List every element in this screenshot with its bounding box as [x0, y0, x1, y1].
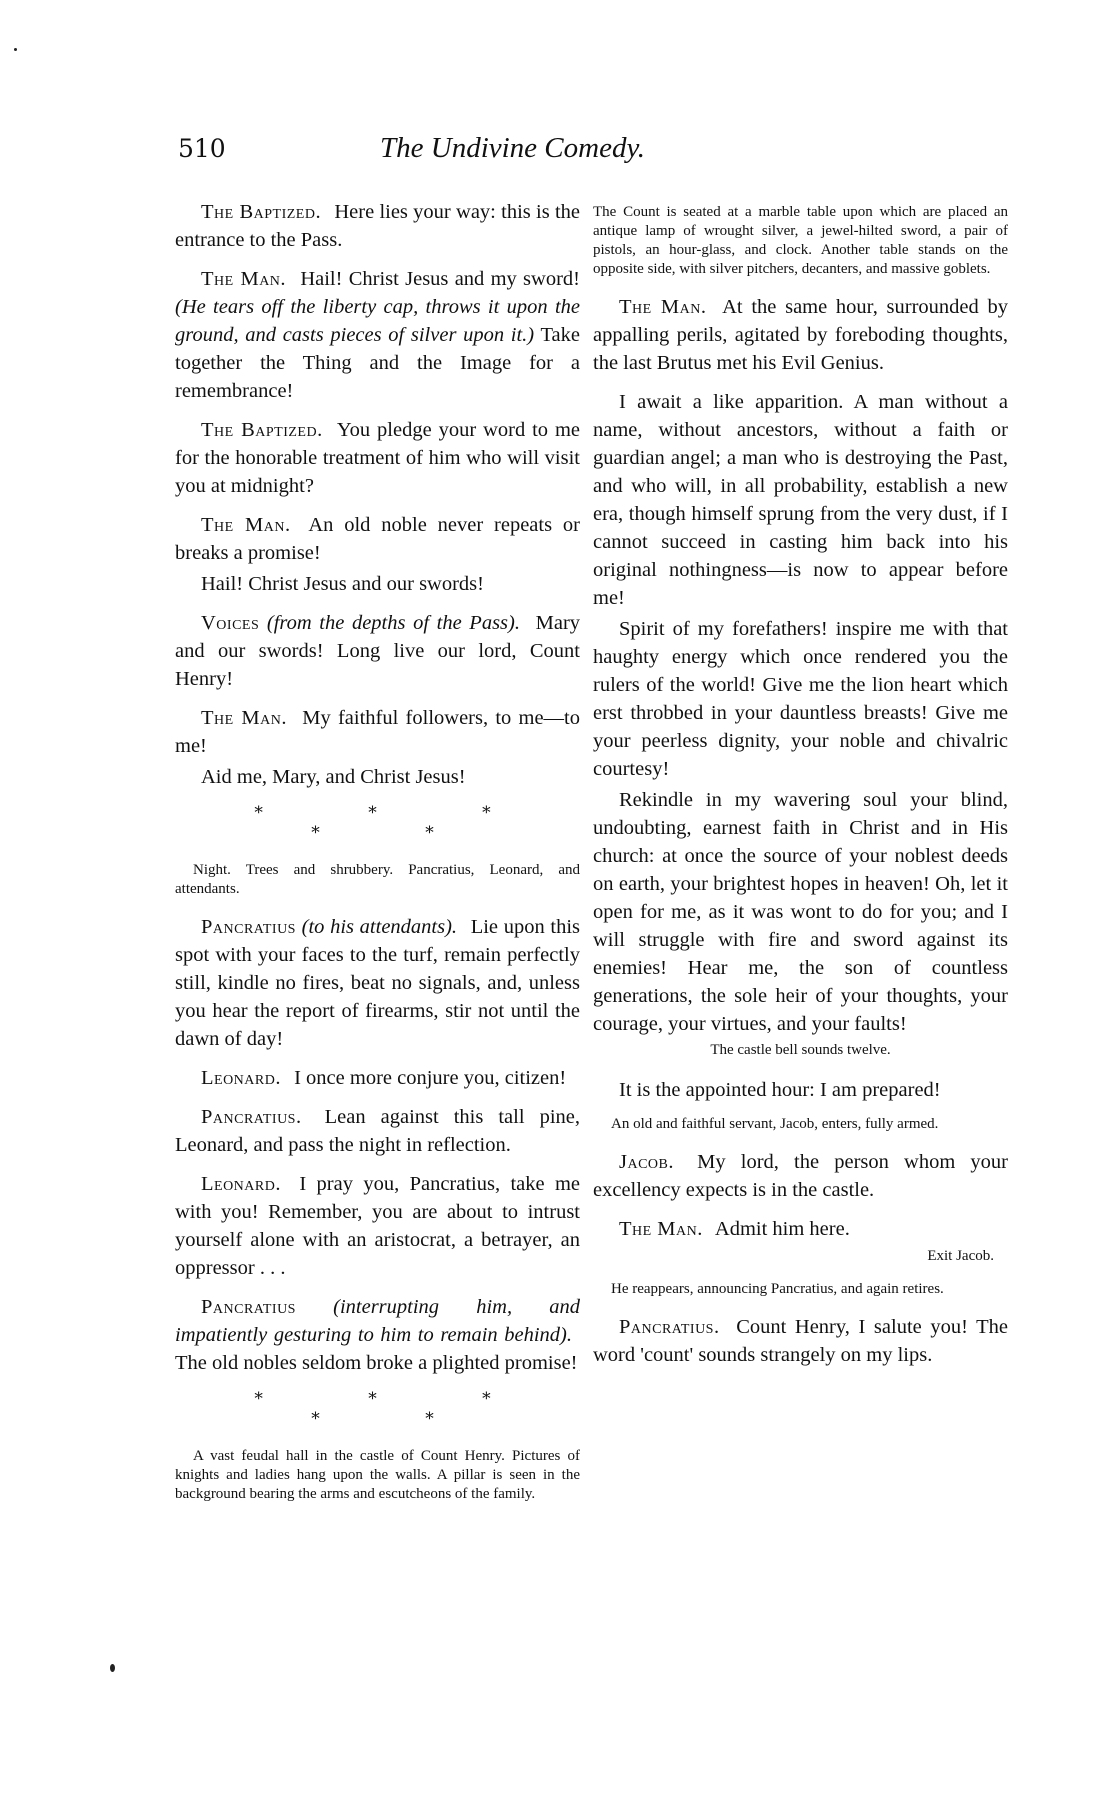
- dialogue-paragraph: [593, 1148, 1008, 1204]
- dialogue-paragraph: [175, 1103, 580, 1159]
- dialogue-paragraph: [175, 1170, 580, 1282]
- stage-direction: The castle bell sounds twelve.: [710, 1042, 891, 1058]
- dialogue-text: I pray you, Pancratius, take me with you! Remember, you are about to intrust yourself alone with an aristocrat, a betrayer, an oppressor . . .: [175, 1173, 581, 1279]
- dialogue-text: Aid me, Mary, and Christ Jesus!: [201, 766, 466, 788]
- dialogue-text: Mary and our swords! Long live our lord, Count Henry!: [175, 612, 581, 690]
- speaker-name: The Man.: [201, 268, 287, 290]
- scan-speck: [14, 48, 17, 51]
- dialogue-text: Hail! Christ Jesus and our swords!: [201, 573, 484, 595]
- speaker-name: Leonard.: [201, 1173, 281, 1195]
- stage-direction: The Count is seated at a marble table upon which are placed an antique lamp of wrought silver, a jewel-hilted sword, a pair of pistols, an hour-glass, and clock. Another table stands on the opposite side, with silver pitchers, decanters, and massive goblets.: [593, 204, 1008, 277]
- speaker-name: Pancratius: [201, 916, 296, 938]
- speaker-name: The Baptized.: [201, 201, 322, 223]
- dialogue-paragraph: [175, 265, 580, 405]
- dialogue-paragraph: [175, 511, 580, 567]
- dialogue-text: It is the appointed hour: I am prepared!: [619, 1079, 941, 1101]
- left-column: [175, 198, 580, 1518]
- dialogue-paragraph: [175, 763, 580, 791]
- dialogue-paragraph: [593, 615, 1008, 783]
- dialogue-text: At the same hour, surrounded by appalling perils, agitated by foreboding thoughts, the last Brutus met his Evil Genius.: [593, 296, 1008, 374]
- dialogue-paragraph: [175, 416, 580, 500]
- dialogue-text: You pledge your word to me for the honorable treatment of him who will visit you at midnight?: [175, 419, 580, 497]
- dialogue-text: Here lies your way: this is the entrance to the Pass.: [175, 201, 580, 251]
- dialogue-paragraph: [593, 388, 1008, 612]
- speaker-name: The Man.: [201, 707, 287, 729]
- dialogue-paragraph: [593, 786, 1008, 1038]
- dialogue-paragraph: [175, 609, 580, 693]
- dialogue-text: Count Henry, I salute you! The word 'count' sounds strangely on my lips.: [593, 1316, 1008, 1366]
- stage-direction-inline: (He tears off the liberty cap, throws it upon the ground, and casts pieces of silver upon it.): [175, 296, 580, 346]
- speaker-name: The Man.: [619, 296, 707, 318]
- dialogue-text: I once more conjure you, citizen!: [294, 1067, 567, 1089]
- dialogue-text: Lean against this tall pine, Leonard, and pass the night in reflection.: [175, 1106, 580, 1156]
- stage-direction-inline: (interrupting him, and impatiently gesturing to him to remain behind).: [175, 1296, 581, 1346]
- dialogue-text: My faithful followers, to me—to me!: [175, 707, 581, 757]
- stage-direction-inline: (to his attendants).: [301, 916, 458, 938]
- dialogue-paragraph: [175, 1293, 580, 1377]
- dialogue-paragraph: [175, 704, 580, 760]
- section-break-stars: * * * * *: [254, 803, 541, 843]
- speaker-name: Pancratius.: [201, 1106, 302, 1128]
- dialogue-paragraph: [175, 913, 580, 1053]
- dialogue-text: Take together the Thing and the Image for a remembrance!: [175, 324, 580, 402]
- speaker-name: Pancratius.: [619, 1316, 720, 1338]
- dialogue-text: Lie upon this spot with your faces to the turf, remain perfectly still, kindle no fires, beat no signals, and, unless you hear the report of firearms, stir not until the dawn of day!: [175, 916, 580, 1050]
- dialogue-text: Hail! Christ Jesus and my sword!: [300, 268, 580, 290]
- stage-direction: Night. Trees and shrubbery. Pancratius, Leonard, and attendants.: [175, 862, 580, 897]
- speaker-name: The Man.: [619, 1218, 703, 1240]
- right-column: [593, 203, 1008, 1380]
- dialogue-paragraph: [175, 1064, 580, 1092]
- stage-direction: Exit Jacob.: [927, 1248, 994, 1264]
- stage-direction: An old and faithful servant, Jacob, enters, fully armed.: [611, 1116, 939, 1132]
- dialogue-text: Spirit of my forefathers! inspire me with that haughty energy which once rendered you the rulers of the world! Give me the lion heart which erst throbbed in your dauntless breasts! Give me your peerless dignity, your noble and chivalric courtesy!: [593, 618, 1008, 780]
- dialogue-text: I await a like apparition. A man without a name, without ancestors, without a faith or guardian angel; a man who is destroying the Past, and who will, in all probability, establish a new era, though himself sprung from the very dust, if I cannot succeed in casting him back into his original nothingness—is now to appear before me!: [593, 391, 1008, 609]
- dialogue-paragraph: [175, 198, 580, 254]
- dialogue-text: My lord, the person whom your excellency expects is in the castle.: [593, 1151, 1008, 1201]
- speaker-name: Jacob.: [619, 1151, 674, 1173]
- page-number: 510: [178, 134, 226, 163]
- dialogue-text: The old nobles seldom broke a plighted promise!: [175, 1352, 578, 1374]
- speaker-name: Voices: [201, 612, 260, 634]
- section-break-stars: * * * * *: [254, 1389, 541, 1429]
- speaker-name: The Man.: [201, 514, 291, 536]
- dialogue-paragraph: [175, 570, 580, 598]
- dialogue-text: An old noble never repeats or breaks a promise!: [175, 514, 580, 564]
- dialogue-text: Admit him here.: [714, 1218, 850, 1240]
- dialogue-paragraph: [593, 1215, 1008, 1243]
- dialogue-paragraph: [593, 293, 1008, 377]
- dialogue-paragraph: [593, 1313, 1008, 1369]
- scan-speck: [110, 1664, 115, 1672]
- speaker-name: Pancratius: [201, 1296, 296, 1318]
- stage-direction: He reappears, announcing Pancratius, and again retires.: [611, 1281, 944, 1297]
- running-title: The Undivine Comedy.: [380, 132, 645, 164]
- dialogue-paragraph: [593, 1076, 1008, 1104]
- speaker-name: The Baptized.: [201, 419, 323, 441]
- stage-direction: A vast feudal hall in the castle of Count Henry. Pictures of knights and ladies hang upon the walls. A pillar is seen in the background bearing the arms and escutcheons of the family.: [175, 1448, 580, 1502]
- stage-direction-inline: (from the depths of the Pass).: [266, 612, 520, 634]
- dialogue-text: Rekindle in my wavering soul your blind, undoubting, earnest faith in Christ and in His church: at once the source of your noblest deeds on earth, your brightest hopes in heaven! Oh, let it open for me, as it was wont to do for you; and I will struggle with fire and sword against its enemies! Hear me, the son of countless generations, the sole heir of your thoughts, your courage, your virtues, and your faults!: [593, 789, 1008, 1035]
- speaker-name: Leonard.: [201, 1067, 281, 1089]
